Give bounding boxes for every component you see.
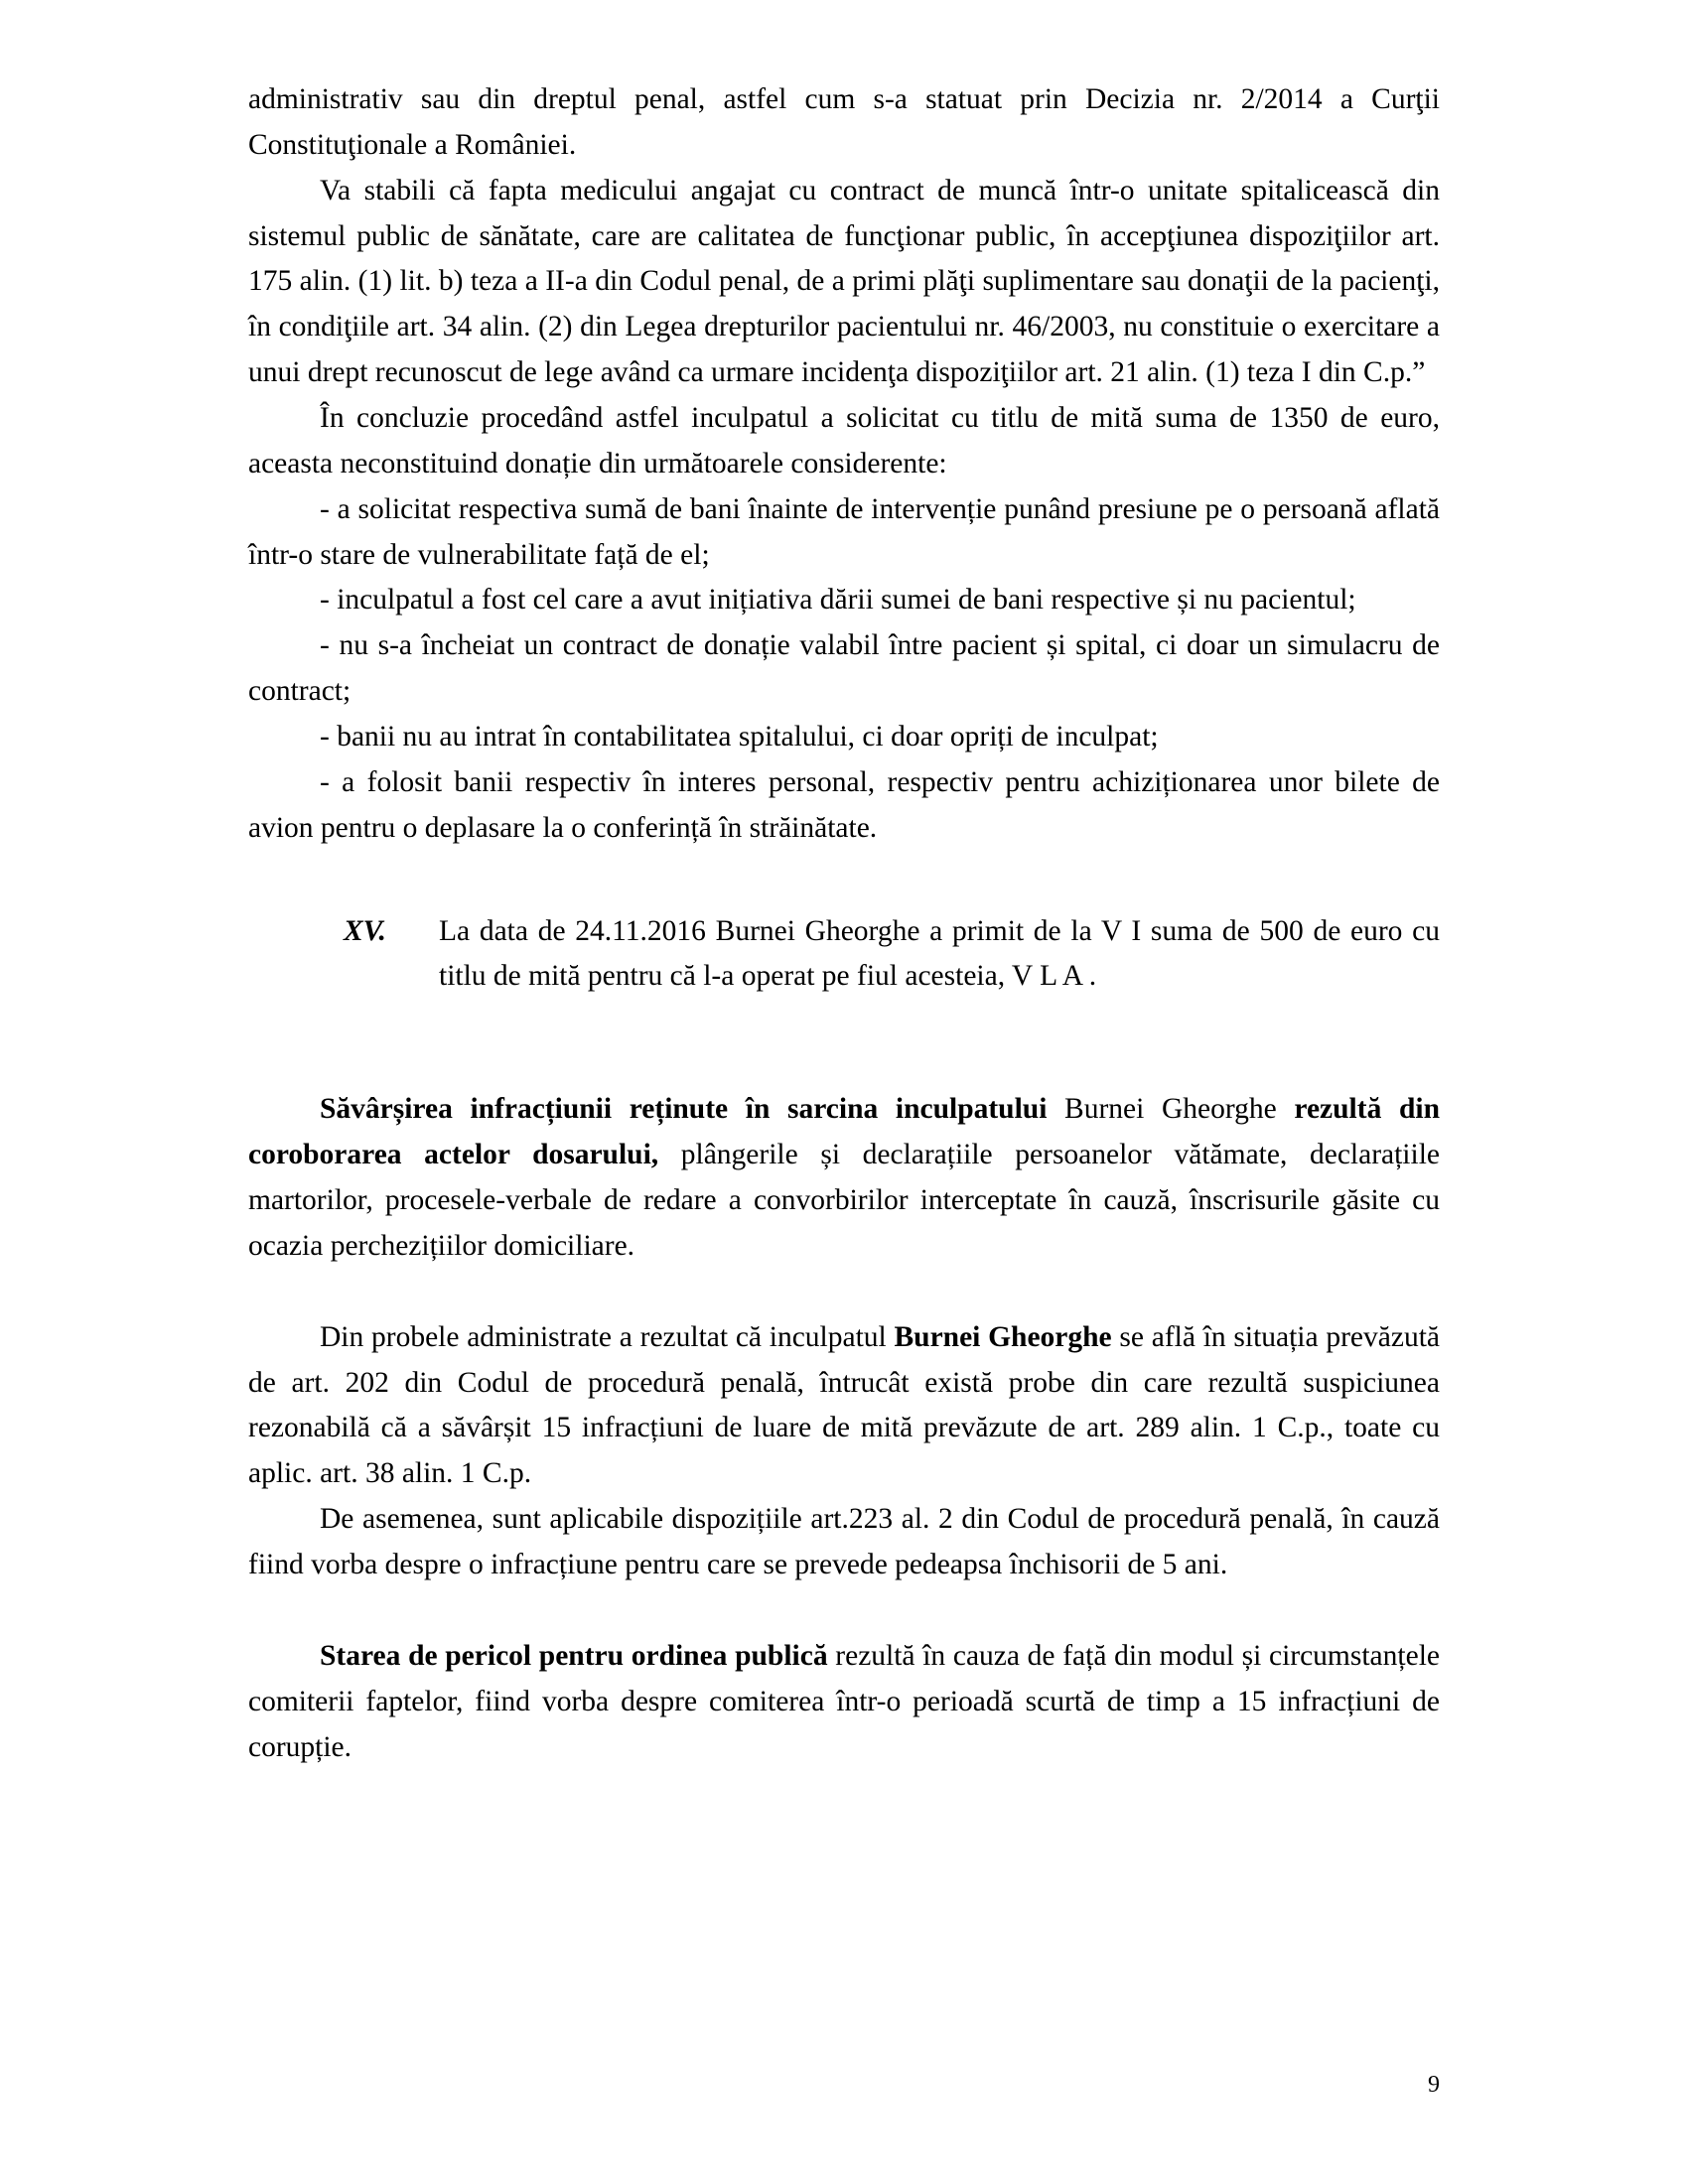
paragraph-11 — [248, 1497, 1440, 1588]
paragraph-7 — [248, 715, 1440, 760]
emphasis-bold: Starea de pericol pentru ordinea publică — [320, 1639, 828, 1672]
emphasis-bold: Săvârșirea infracțiunii reținute în sarcina inculpatului — [320, 1093, 1065, 1126]
text-run: Va stabili că fapta medicului angajat cu contract de muncă într-o unitate spitalicească din sistemul public de sănătate, care are calitatea de funcţionar public, în accepţiunea dispoziţiilor art. 175 alin. (1) lit. b) teza a II-a din Codul penal, de a primi plăţi suplimentare sau donaţii de la pacienţi, în condiţiile art. 34 alin. (2) din Legea drepturilor pacientului nr. 46/2003, nu constituie o exercitare a unui drept recunoscut de lege având ca urmare incidenţa dispoziţiilor art. 21 alin. (1) teza I din C.p.” — [248, 174, 1440, 389]
paragraph-10 — [248, 1315, 1440, 1497]
roman-numeral-item-xv — [248, 909, 1440, 1001]
spacer-before-paragraph-10 — [248, 1270, 1440, 1315]
paragraph-12 — [248, 1634, 1440, 1771]
text-run: În concluzie procedând astfel inculpatul a solicitat cu titlu de mită suma de 1350 de euro, aceasta neconstituind donație din următoarele considerente: — [248, 402, 1440, 479]
paragraph-1 — [248, 77, 1440, 169]
text-run: - banii nu au intrat în contabilitatea spitalului, ci doar opriți de inculpat; — [320, 721, 1159, 753]
paragraph-4 — [248, 487, 1440, 579]
text-run: Burnei Gheorghe — [1064, 1093, 1295, 1126]
roman-numeral-text: La data de 24.11.2016 Burnei Gheorghe a primit de la V I suma de 500 de euro cu titlu de mită pentru că l-a operat pe fiul acesteia, V L A . — [439, 914, 1440, 993]
emphasis-bold: rezultă din coroborarea actelor dosarului, — [248, 1093, 1440, 1171]
text-run: rezultă în cauza de față din modul și circumstanțele comiterii faptelor, fiind vorba despre comiterea într-o perioadă scurtă de timp a 15 infracțiuni de corupție. — [248, 1639, 1440, 1763]
paragraph-9 — [248, 1087, 1440, 1269]
text-run: De asemenea, sunt aplicabile dispozițiile art.223 al. 2 din Codul de procedură penală, în cauză fiind vorba despre o infracțiune pentru care se prevede pedeapsa închisorii de 5 ani. — [248, 1503, 1440, 1581]
page-number: 9 — [1428, 2072, 1440, 2098]
paragraph-2 — [248, 169, 1440, 396]
text-run: se află în situația prevăzută de art. 202 din Codul de procedură penală, întrucât există probe din care rezultă suspiciunea rezonabilă că a săvârșit 15 infracțiuni de luare de mită prevăzute de art. 289 alin. 1 C.p., toate cu aplic. art. 38 alin. 1 C.p. — [248, 1320, 1440, 1490]
text-run: - a solicitat respectiva sumă de bani înainte de intervenție punând presiune pe o persoană aflată într-o stare de vulnerabilitate față de el; — [248, 492, 1440, 571]
paragraph-5 — [248, 578, 1440, 623]
paragraph-8 — [248, 760, 1440, 852]
roman-numeral-marker: XV. — [344, 914, 386, 947]
text-run: - a folosit banii respectiv în interes personal, respectiv pentru achiziționarea unor bilete de avion pentru o deplasare la o conferință în străinătate. — [248, 765, 1440, 844]
spacer-after-roman-item — [248, 1000, 1440, 1087]
text-run: - inculpatul a fost cel care a avut inițiativa dării sumei de bani respective și nu pacientul; — [320, 584, 1356, 616]
text-run: plângerile și declarațiile persoanelor vătămate, declarațiile martorilor, procesele-verbale de redare a convorbirilor interceptate în cauză, înscrisurile găsite cu ocazia perchezițiilor domiciliare. — [248, 1139, 1440, 1262]
spacer-before-paragraph-12 — [248, 1588, 1440, 1634]
paragraph-6 — [248, 623, 1440, 715]
paragraph-3 — [248, 396, 1440, 487]
text-run: Din probele administrate a rezultat că inculpatul — [320, 1320, 895, 1353]
emphasis-bold: Burnei Gheorghe — [894, 1320, 1112, 1353]
text-run: - nu s-a încheiat un contract de donație valabil între pacient și spital, ci doar un simulacru de contract; — [248, 629, 1440, 708]
text-run: administrativ sau din dreptul penal, astfel cum s-a statuat prin Decizia nr. 2/2014 a Curţii Constituţionale a României. — [248, 83, 1440, 161]
document-body — [248, 77, 1440, 1771]
